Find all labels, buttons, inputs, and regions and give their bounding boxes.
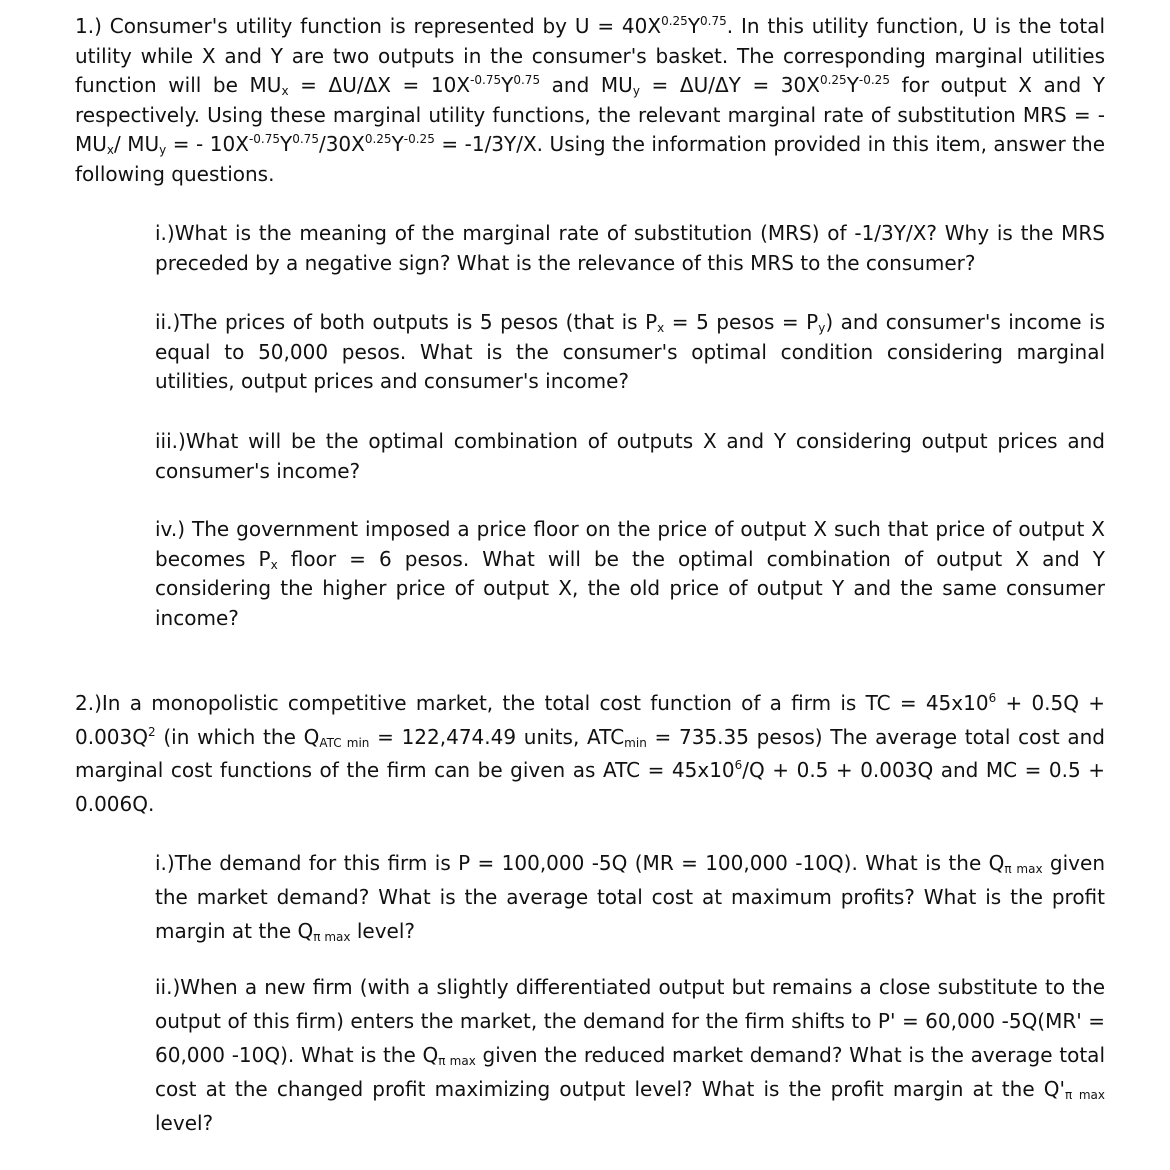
question-2-intro: 2.)In a monopolistic competitive market, the total cost function of a firm is TC = $45x10^6 + 0.5Q + 0.003Q^2$ (in which the $Q_{ATC min} = 122,474.49$ units, $ATC_{min} = 735.35$ pesos) The average total cost and marginal cost functions of the firm can be given as ATC = $45x10^6/Q + 0.5 + 0.003Q$ and MC = 0.5 + 0.006Q.	[75, 691, 1106, 816]
question-1-part-ii: ii.)The prices of both outputs is 5 pesos (that is $P_x = 5$ pesos = $P_y$) and consumer's income is equal to 50,000 pesos. What is the consumer's optimal condition considering marginal utilities, output prices and consumer's income?	[155, 310, 1105, 394]
question-1-part-iv: iv.) The government imposed a price floor on the price of output X such that price of output X becomes $P_x$ floor = 6 pesos. What will be the optimal combination of output X and Y considering the higher price of output X, the old price of output Y and the same consumer income?	[155, 517, 1106, 630]
question-2-part-ii: ii.)When a new firm (with a slightly differentiated output but remains a close substitute to the output of this firm) enters the market, the demand for the firm shifts to P' = 60,000 -5Q(MR' = 60,000 -10Q). What is the $Q_{\pi max}$ given the reduced market demand? What is the average total cost at the changed profit maximizing output level? What is the profit margin at the $Q'_{\pi max}$ level?	[155, 975, 1105, 1135]
question-1-part-i: i.)What is the meaning of the marginal rate of substitution (MRS) of -1/3Y/X? Why is the MRS preceded by a negative sign? What is the relevance of this MRS to the consumer?	[155, 221, 1105, 275]
question-1-intro: 1.) Consumer's utility function is represented by $U = 40X^{0.25}Y^{0.75}$. In this utility function, U is the total utility while X and Y are two outputs in the consumer's basket. The corresponding marginal utilities function will be $MU_x = \Delta U/\Delta X = 10X^{-0.75}Y^{0.75}$ and $MU_y = \Delta U/\Delta Y = 30X^{0.25}Y^{-0.25}$ for output X and Y respectively. Using these marginal utility functions, the relevant marginal rate of substitution MRS = - $MU_x/$ $MU_y$ = - $10X^{-0.75}Y^{0.75}/30X^{0.25}Y^{-0.25} = -1/3Y/X$. Using the information provided in this item, answer the following questions.	[75, 14, 1106, 186]
question-2-part-i: i.)The demand for this firm is P = 100,000 -5Q (MR = 100,000 -10Q). What is the $Q_{\pi max}$ given the market demand? What is the average total cost at maximum profits? What is the profit margin at the $Q_{\pi max}$ level?	[155, 851, 1105, 944]
question-1-part-iii: iii.)What will be the optimal combination of outputs X and Y considering output prices and consumer's income?	[155, 429, 1105, 483]
